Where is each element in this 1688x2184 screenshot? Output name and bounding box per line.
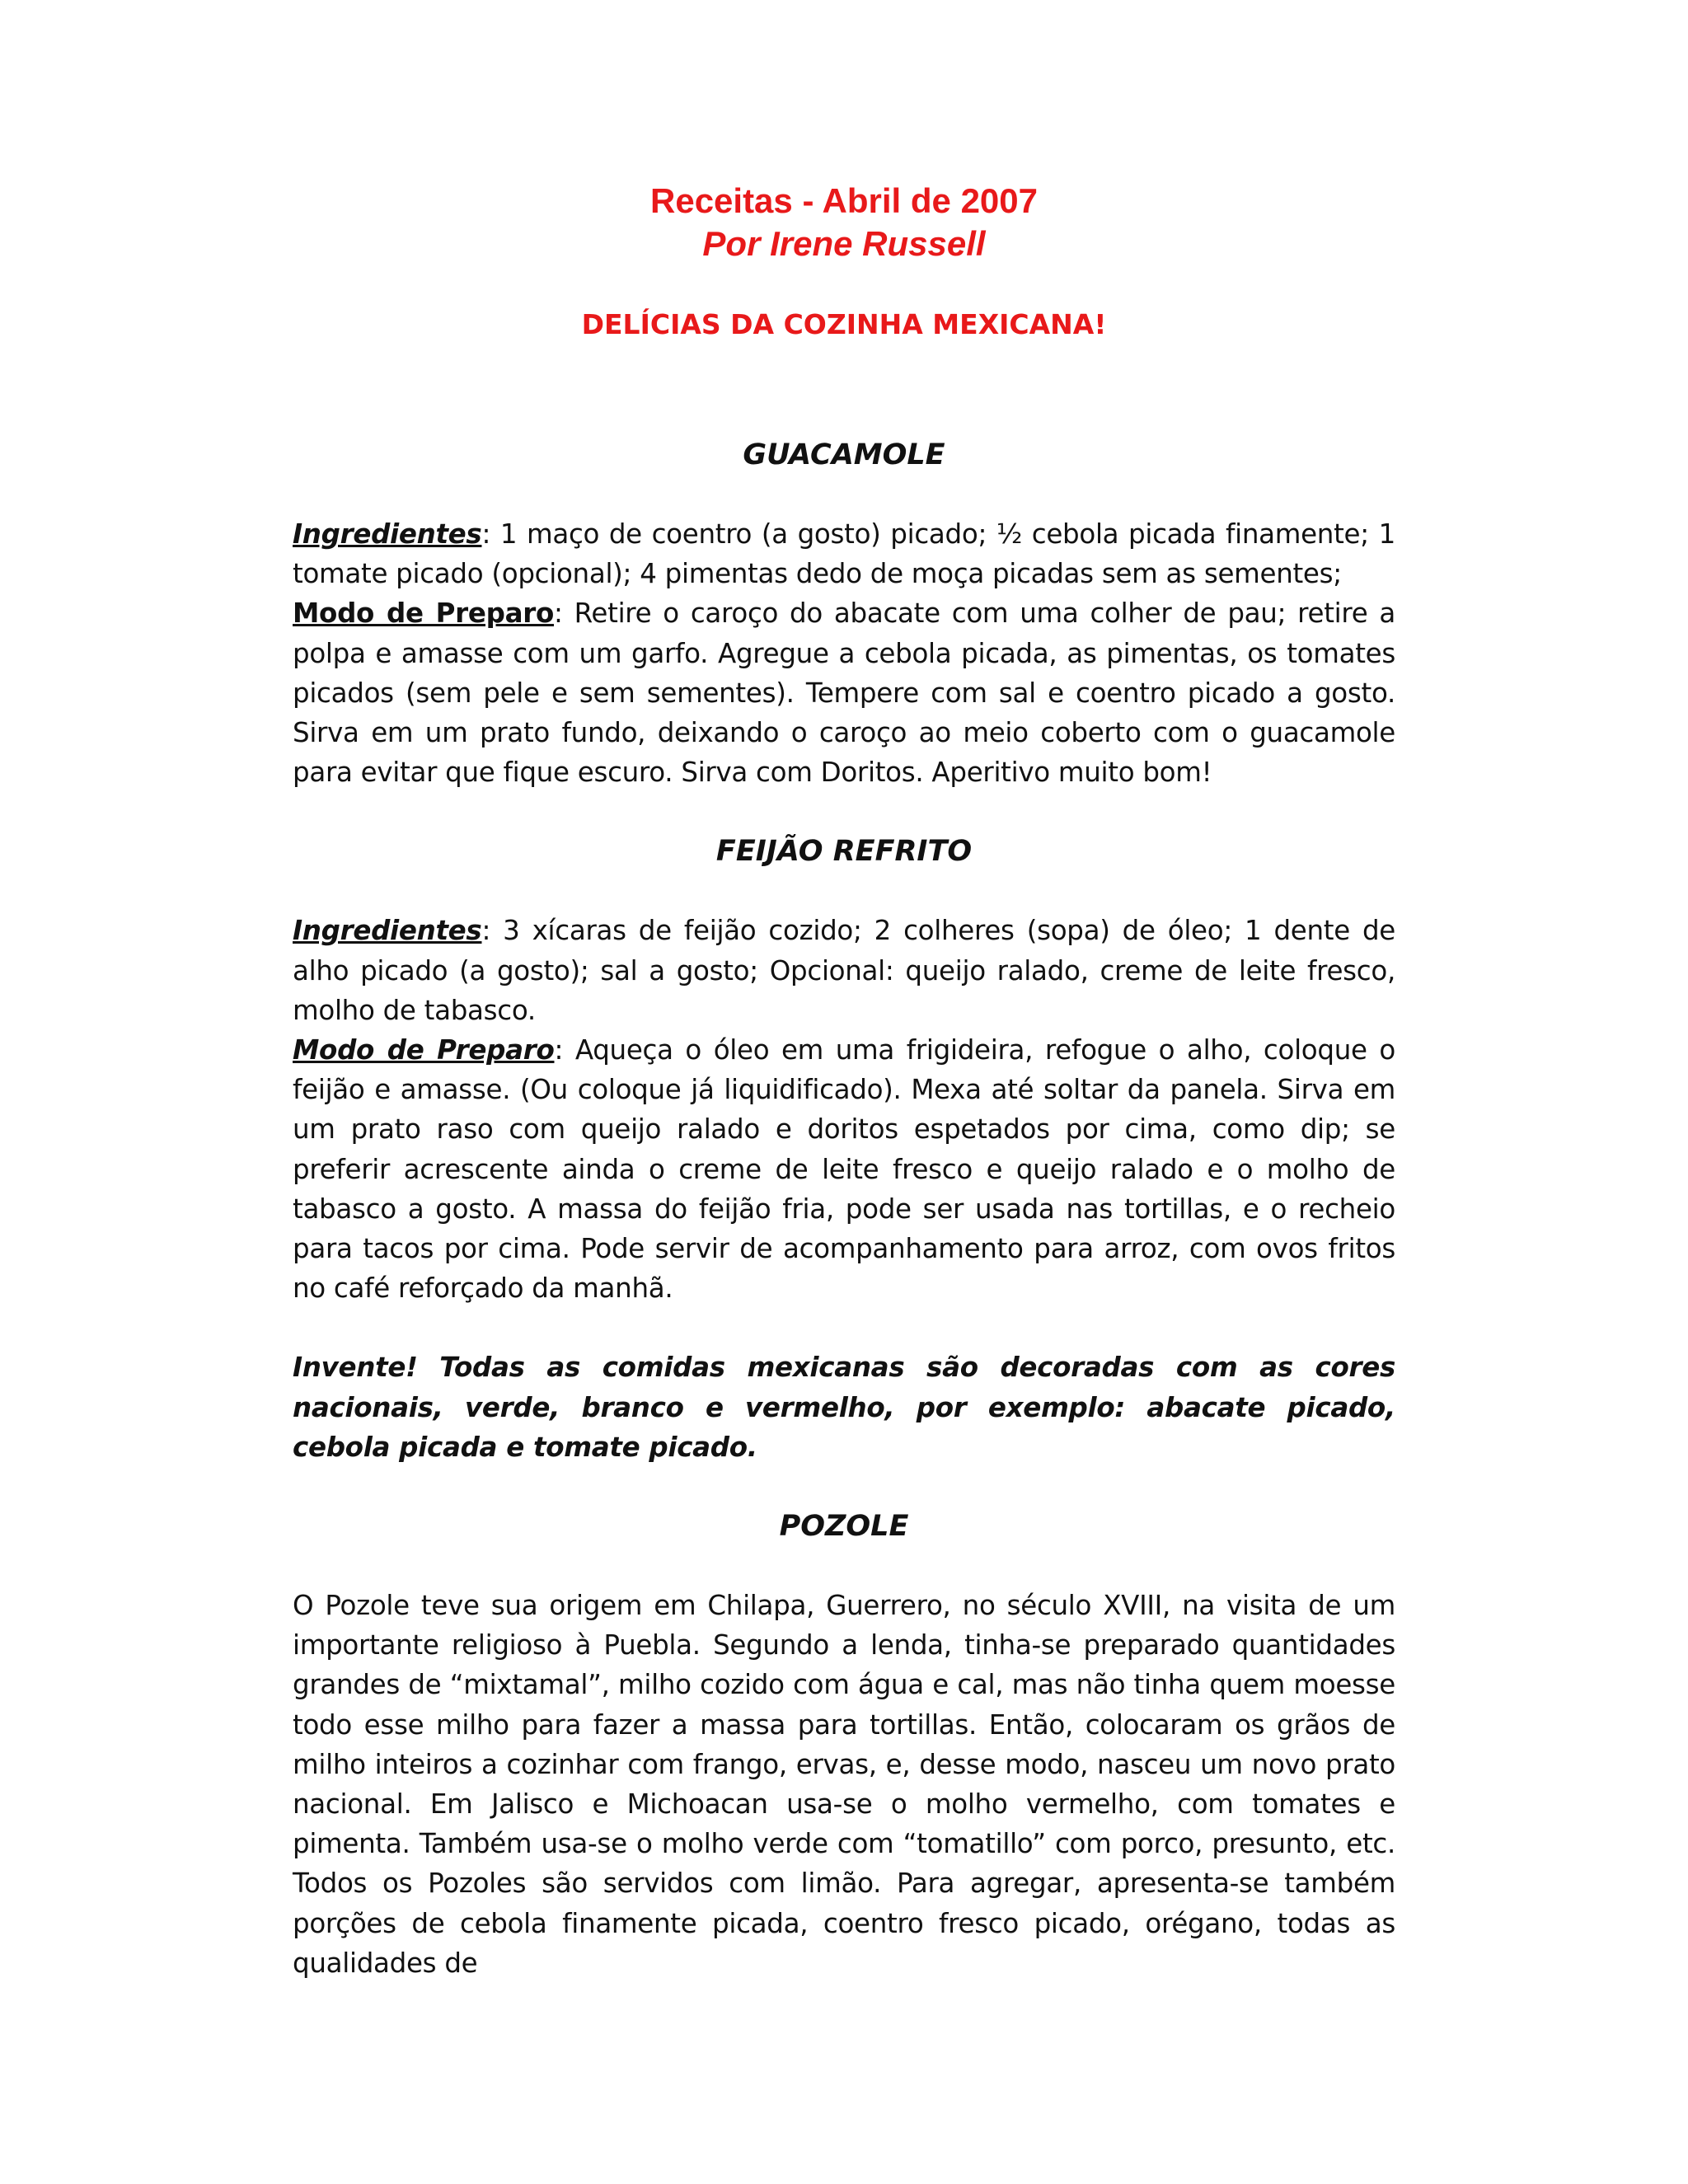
guacamole-method bbox=[293, 593, 1395, 792]
method-label: Modo de Preparo bbox=[293, 598, 554, 630]
ingredients-label: Ingredientes bbox=[293, 518, 482, 550]
ingredients-label: Ingredientes bbox=[293, 915, 482, 947]
feijao-ingredients bbox=[293, 911, 1395, 1030]
document-author: Por Irene Russell bbox=[702, 224, 986, 263]
method-text: : Aqueça o óleo em uma frigideira, refogue o alho, coloque o feijão e amasse. (Ou coloque já liquidificado). Mexa até soltar da panela. Sirva em um prato raso com queijo ralado e doritos espetados por cima, como dip; se preferir acrescente ainda o creme de leite fresco e queijo ralado e o molho de tabasco a gosto. A massa do feijão fria, pode ser usada nas tortillas, e o recheio para tacos por cima. Pode servir de acompanhamento para arroz, com ovos fritos no café reforçado da manhã. bbox=[293, 1034, 1395, 1305]
document-title: Receitas - Abril de 2007 bbox=[650, 181, 1038, 220]
method-label: Modo de Preparo bbox=[293, 1034, 555, 1066]
ingredients-text: : 3 xícaras de feijão cozido; 2 colheres (sopa) de óleo; 1 dente de alho picado (a gosto); sal a gosto; Opcional: queijo ralado, creme de leite fresco, molho de tabasco. bbox=[293, 915, 1395, 1026]
guacamole-ingredients bbox=[293, 514, 1395, 593]
pozole-text: O Pozole teve sua origem em Chilapa, Guerrero, no século XVIII, na visita de um importante religioso à Puebla. Segundo a lenda, tinha-se preparado quantidades grandes de “mixtamal”, milho cozido com água e cal, mas não tinha quem moesse todo esse milho para fazer a massa para tortillas. Então, colocaram os grãos de milho inteiros a cozinhar com frango, ervas, e, desse modo, nasceu um novo prato nacional. Em Jalisco e Michoacan usa-se o molho vermelho, com tomates e pimenta. Também usa-se o molho verde com “tomatillo” com porco, presunto, etc. Todos os Pozoles são servidos com limão. Para agregar, apresenta-se também porções de cebola finamente picada, coentro fresco picado, orégano, todas as qualidades de bbox=[293, 1590, 1395, 1979]
method-text: : Retire o caroço do abacate com uma colher de pau; retire a polpa e amasse com um garfo. Agregue a cebola picada, as pimentas, os tomates picados (sem pele e sem sementes). Tempere com sal e coentro picado a gosto. Sirva em um prato fundo, deixando o caroço ao meio coberto com o guacamole para evitar que fique escuro. Sirva com Doritos. Aperitivo muito bom! bbox=[293, 598, 1396, 789]
section-title-feijao: FEIJÃO REFRITO bbox=[715, 835, 973, 869]
feijao-method bbox=[293, 1030, 1395, 1308]
ingredients-text: : 1 maço de coentro (a gosto) picado; ½ cebola picada finamente; 1 tomate picado (opcional); 4 pimentas dedo de moça picadas sem as sementes; bbox=[293, 518, 1395, 590]
document-page bbox=[293, 180, 1395, 1983]
document-headline: DELÍCIAS DA COZINHA MEXICANA! bbox=[581, 308, 1107, 340]
decoration-note: Invente! Todas as comidas mexicanas são decoradas com as cores nacionais, verde, branco e vermelho, por exemplo: abacate picado, cebola picada e tomate picado. bbox=[293, 1352, 1395, 1463]
section-title-guacamole: GUACAMOLE bbox=[743, 438, 945, 471]
section-title-pozole: POZOLE bbox=[779, 1510, 909, 1544]
